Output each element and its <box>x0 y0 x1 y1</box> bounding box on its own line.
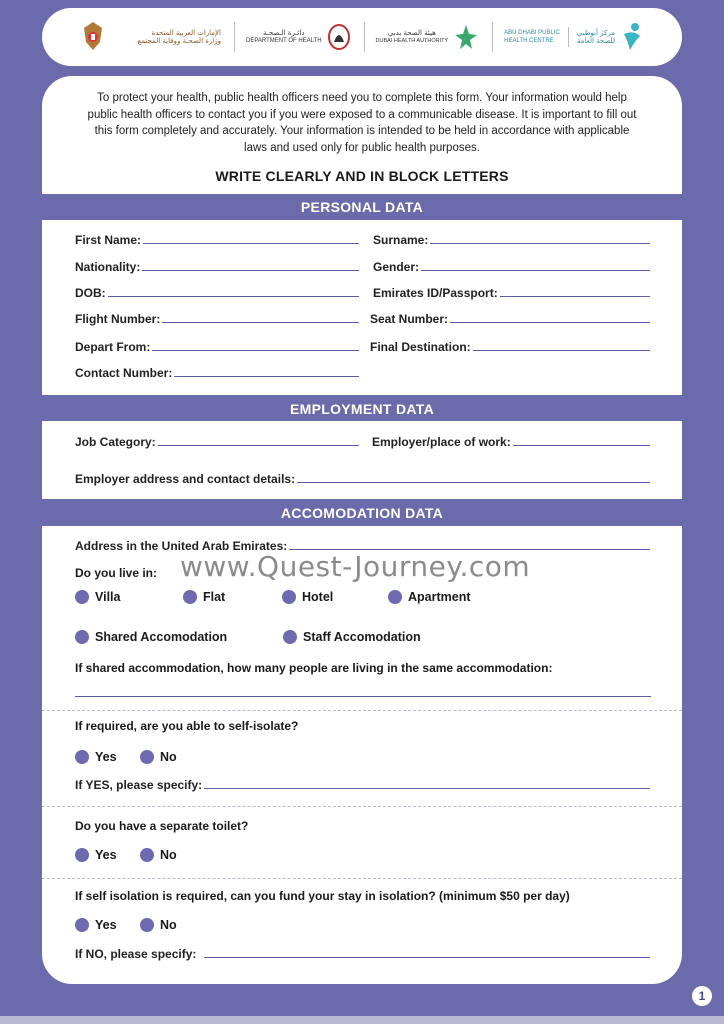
live-in-question: Do you live in: <box>75 566 158 580</box>
job-category-label: Job Category: <box>75 435 156 449</box>
radio-no[interactable] <box>140 750 154 764</box>
final-destination-field[interactable] <box>370 340 650 354</box>
final-destination-label: Final Destination: <box>370 340 471 354</box>
divider <box>568 27 569 47</box>
uae-emblem-icon <box>80 20 106 54</box>
nationality-label: Nationality: <box>75 260 141 274</box>
depart-from-label: Depart From: <box>75 340 151 354</box>
contact-number-label: Contact Number: <box>75 366 173 380</box>
option-shared-label: Shared Accomodation <box>95 630 228 644</box>
section-divider <box>42 806 682 807</box>
dha-logo <box>358 22 480 52</box>
divider <box>492 22 493 52</box>
final-destination-line[interactable] <box>473 350 650 351</box>
specify-yes-line[interactable] <box>204 788 650 789</box>
emirates-id-label: Emirates ID/Passport: <box>373 286 498 300</box>
seat-number-field[interactable] <box>370 312 650 326</box>
radio-no[interactable] <box>140 848 154 862</box>
header-logos <box>42 8 682 66</box>
radio-yes[interactable] <box>75 750 89 764</box>
intro-section <box>42 76 682 194</box>
abu-dhabi-emblem-icon <box>327 24 351 50</box>
flight-number-field[interactable] <box>75 312 359 326</box>
radio-hotel[interactable] <box>282 590 296 604</box>
option-flat-label: Flat <box>203 590 226 604</box>
employer-address-line[interactable] <box>297 482 650 483</box>
emirates-id-field[interactable] <box>373 286 650 300</box>
shared-count-line[interactable] <box>75 696 651 697</box>
contact-number-field[interactable] <box>75 366 359 380</box>
radio-no[interactable] <box>140 918 154 932</box>
radio-staff[interactable] <box>283 630 297 644</box>
doh-logo-en: DEPARTMENT OF HEALTH <box>245 38 322 44</box>
option-villa[interactable] <box>75 590 120 604</box>
no-label: No <box>160 848 177 862</box>
job-category-field[interactable] <box>75 435 359 449</box>
watermark: www.Quest-Journey.com <box>180 550 531 583</box>
dob-field[interactable] <box>75 286 359 300</box>
section-divider <box>42 878 682 879</box>
option-staff-label: Staff Accomodation <box>303 630 421 644</box>
employer-field[interactable] <box>372 435 650 449</box>
radio-shared[interactable] <box>75 630 89 644</box>
option-apartment-label: Apartment <box>408 590 471 604</box>
employment-data-header: EMPLOYMENT DATA <box>290 401 434 417</box>
divider <box>364 22 365 52</box>
ministry-logo-text: الإمارات العربية المتحدة وزارة الصحـة ووقاية المجتمع <box>137 29 221 45</box>
gender-label: Gender: <box>373 260 420 274</box>
no-label: No <box>160 750 177 764</box>
divider <box>234 22 235 52</box>
flight-number-line[interactable] <box>162 322 359 323</box>
gender-field[interactable] <box>373 260 650 274</box>
specify-yes-label: If YES, please specify: <box>75 778 203 792</box>
self-isolate-no[interactable] <box>140 750 177 764</box>
radio-yes[interactable] <box>75 918 89 932</box>
first-name-label: First Name: <box>75 233 142 247</box>
nationality-field[interactable] <box>75 260 359 274</box>
accommodation-data-section <box>42 526 682 984</box>
fund-yes[interactable] <box>75 918 117 932</box>
dha-logo-en: DUBAI HEALTH AUTHORITY <box>375 38 449 44</box>
first-name-field[interactable] <box>75 233 359 247</box>
depart-from-field[interactable] <box>75 340 359 354</box>
dha-star-icon <box>453 23 479 51</box>
adphc-logo-ar: مركز أبوظبي للصحة العامة <box>576 29 615 45</box>
employer-label: Employer/place of work: <box>372 435 511 449</box>
employment-data-section <box>42 421 682 499</box>
dha-logo-ar: هيئة الصحة بدبي <box>387 29 436 37</box>
write-clearly-heading: WRITE CLEARLY AND IN BLOCK LETTERS <box>215 168 509 184</box>
job-category-line[interactable] <box>158 445 359 446</box>
adphc-figure-icon <box>620 22 644 52</box>
yes-label: Yes <box>95 918 117 932</box>
specify-no-label: If NO, please specify: <box>75 947 197 961</box>
depart-from-line[interactable] <box>152 350 359 351</box>
option-apartment[interactable] <box>388 590 471 604</box>
intro-text: To protect your health, public health officers need you to complete this form. Your information would help public health officers to contact you if you were exposed to a communicable disease. It is important to fill out this form completely and accurately. Your information is intended to be held in accordance with applicable laws and used only for public health purposes. <box>87 92 637 154</box>
shared-count-question: If shared accommodation, how many people are living in the same accommodation: <box>75 661 553 675</box>
accommodation-data-header: ACCOMODATION DATA <box>280 505 444 521</box>
flight-number-label: Flight Number: <box>75 312 161 326</box>
dob-label: DOB: <box>75 286 106 300</box>
specify-no-field[interactable] <box>75 947 650 961</box>
surname-line[interactable] <box>430 243 650 244</box>
emirates-id-line[interactable] <box>500 296 650 297</box>
option-hotel-label: Hotel <box>302 590 334 604</box>
ministry-logo <box>80 20 221 54</box>
specify-yes-field[interactable] <box>75 778 650 792</box>
no-label: No <box>160 918 177 932</box>
adphc-logo-en: ABU DHABI PUBLIC HEALTH CENTRE <box>504 30 560 44</box>
bottom-strip <box>0 1016 724 1024</box>
radio-flat[interactable] <box>183 590 197 604</box>
radio-apartment[interactable] <box>388 590 402 604</box>
fund-no[interactable] <box>140 918 177 932</box>
option-flat[interactable] <box>183 590 225 604</box>
dob-line[interactable] <box>108 296 359 297</box>
nationality-line[interactable] <box>142 270 359 271</box>
self-isolate-question: If required, are you able to self-isolate? <box>75 719 299 733</box>
employer-address-label: Employer address and contact details: <box>75 472 296 486</box>
uae-address-label: Address in the United Arab Emirates: <box>75 539 288 553</box>
employer-address-field[interactable] <box>75 472 650 486</box>
yes-label: Yes <box>95 750 117 764</box>
section-divider <box>42 710 682 711</box>
option-villa-label: Villa <box>95 590 121 604</box>
personal-data-header: PERSONAL DATA <box>300 199 424 215</box>
adphc-logo <box>486 22 644 52</box>
specify-no-line[interactable] <box>204 957 650 958</box>
yes-label: Yes <box>95 848 117 862</box>
radio-yes[interactable] <box>75 848 89 862</box>
gender-line[interactable] <box>421 270 650 271</box>
toilet-no[interactable] <box>140 848 177 862</box>
employer-line[interactable] <box>513 445 650 446</box>
self-isolate-yes[interactable] <box>75 750 117 764</box>
surname-label: Surname: <box>373 233 429 247</box>
radio-villa[interactable] <box>75 590 89 604</box>
doh-logo-ar: دائـرة الـصحـة <box>263 29 305 37</box>
seat-number-label: Seat Number: <box>370 312 449 326</box>
option-shared-accomodation[interactable] <box>75 630 227 644</box>
seat-number-line[interactable] <box>450 322 650 323</box>
surname-field[interactable] <box>373 233 650 247</box>
page-number: 1 <box>692 986 712 1006</box>
option-staff-accomodation[interactable] <box>283 630 421 644</box>
fund-isolation-question: If self isolation is required, can you fund your stay in isolation? (minimum $50 per day) <box>75 889 570 903</box>
toilet-yes[interactable] <box>75 848 117 862</box>
first-name-line[interactable] <box>143 243 359 244</box>
contact-number-line[interactable] <box>174 376 359 377</box>
doh-logo <box>228 22 351 52</box>
separate-toilet-question: Do you have a separate toilet? <box>75 819 249 833</box>
option-hotel[interactable] <box>282 590 333 604</box>
